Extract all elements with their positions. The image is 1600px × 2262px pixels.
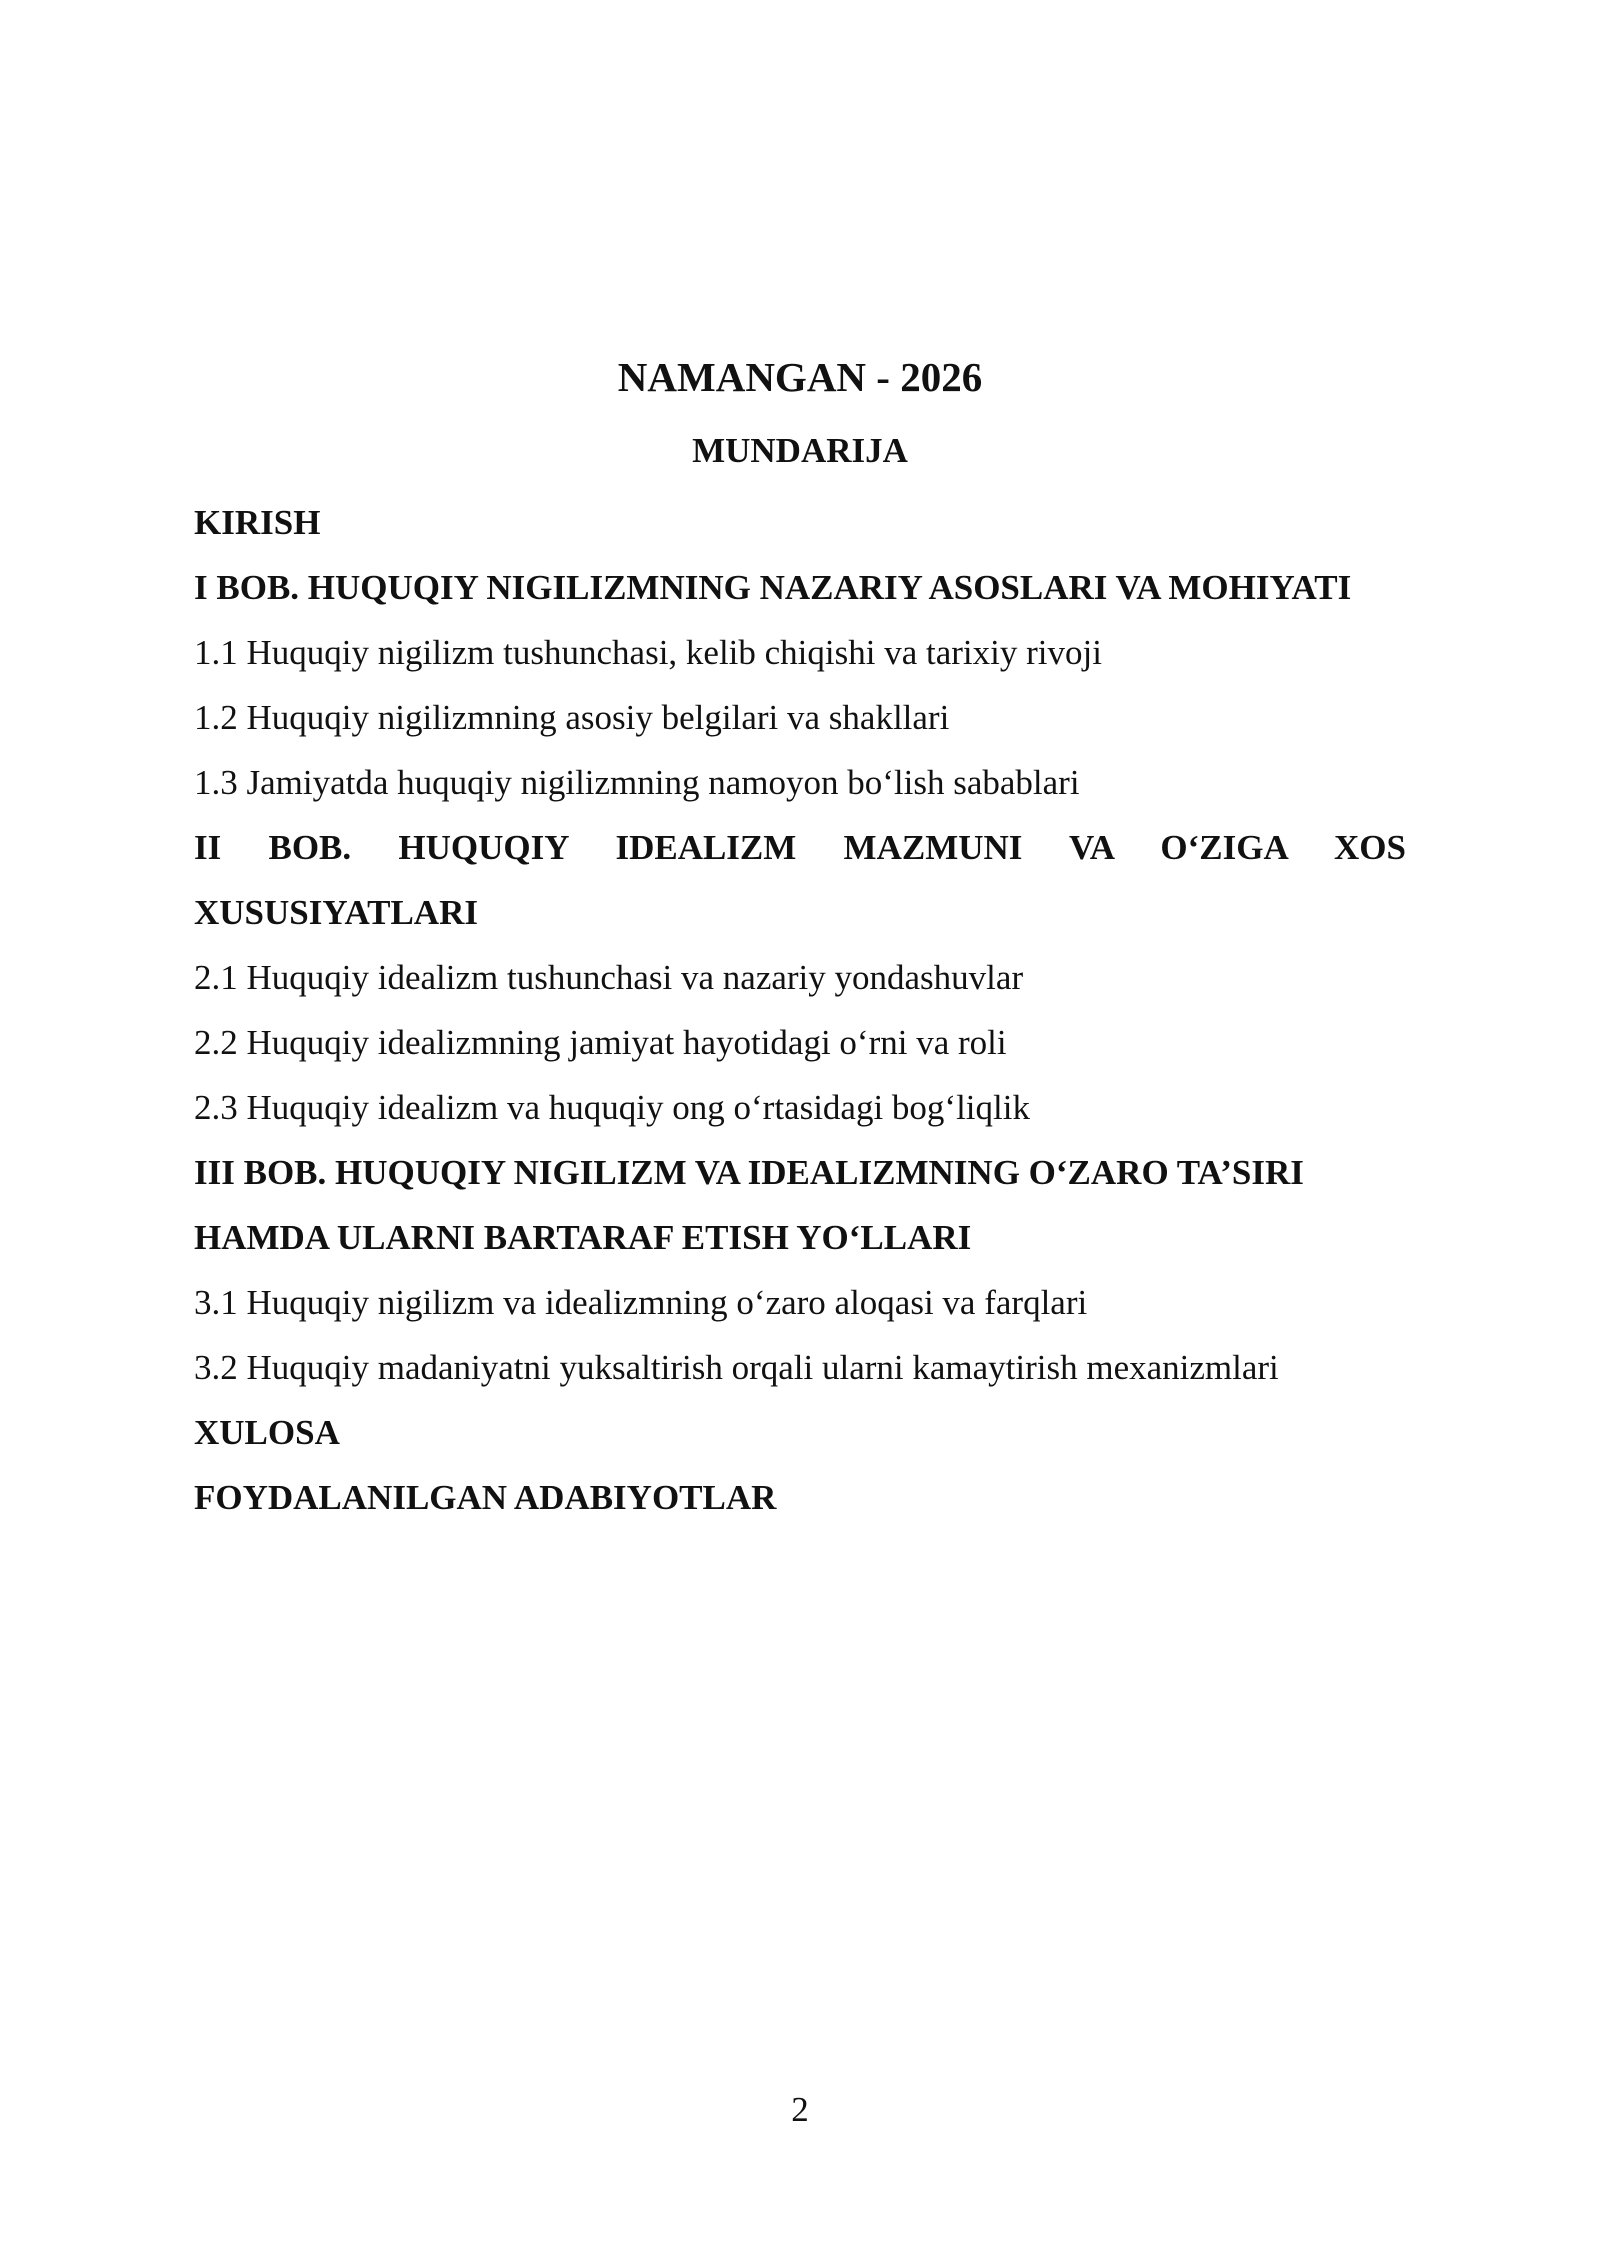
toc-section-2-2: 2.2 Huquqiy idealizmning jamiyat hayotidagi o‘rni va roli [194, 1023, 1007, 1062]
table-of-contents [194, 490, 1406, 1530]
toc-chapter-1-title: I BOB. HUQUQIY NIGILIZMNING NAZARIY ASOSLARI VA MOHIYATI [194, 568, 1352, 607]
toc-title: MUNDARIJA [692, 431, 908, 470]
toc-section-1-3: 1.3 Jamiyatda huquqiy nigilizmning namoyon bo‘lish sabablari [194, 763, 1080, 802]
toc-section-2-3: 2.3 Huquqiy idealizm va huquqiy ong o‘rtasidagi bog‘liqlik [194, 1088, 1030, 1127]
toc-entry-references: FOYDALANILGAN ADABIYOTLAR [194, 1478, 777, 1517]
toc-section-2-1: 2.1 Huquqiy idealizm tushunchasi va nazariy yondashuvlar [194, 958, 1024, 997]
city-year-heading: NAMANGAN - 2026 [617, 354, 983, 400]
toc-chapter-3-title-line-1: III BOB. HUQUQIY NIGILIZM VA IDEALIZMNING O‘ZARO TA’SIRI [194, 1153, 1304, 1192]
toc-chapter-2-title: II BOB. HUQUQIY IDEALIZM MAZMUNI VA O‘ZIGA XOS XUSUSIYATLARI [194, 828, 1406, 932]
toc-section-3-1: 3.1 Huquqiy nigilizm va idealizmning o‘zaro aloqasi va farqlari [194, 1283, 1088, 1322]
toc-section-1-1: 1.1 Huquqiy nigilizm tushunchasi, kelib chiqishi va tarixiy rivoji [194, 633, 1102, 672]
toc-chapter-3-title-line-2: HAMDA ULARNI BARTARAF ETISH YO‘LLARI [194, 1218, 972, 1257]
toc-section-1-2: 1.2 Huquqiy nigilizmning asosiy belgilari va shakllari [194, 698, 950, 737]
toc-entry-conclusion: XULOSA [194, 1413, 340, 1452]
toc-section-3-2: 3.2 Huquqiy madaniyatni yuksaltirish orqali ularni kamaytirish mexanizmlari [194, 1348, 1279, 1387]
toc-entry-intro: KIRISH [194, 503, 321, 542]
page-number: 2 [791, 2090, 809, 2129]
